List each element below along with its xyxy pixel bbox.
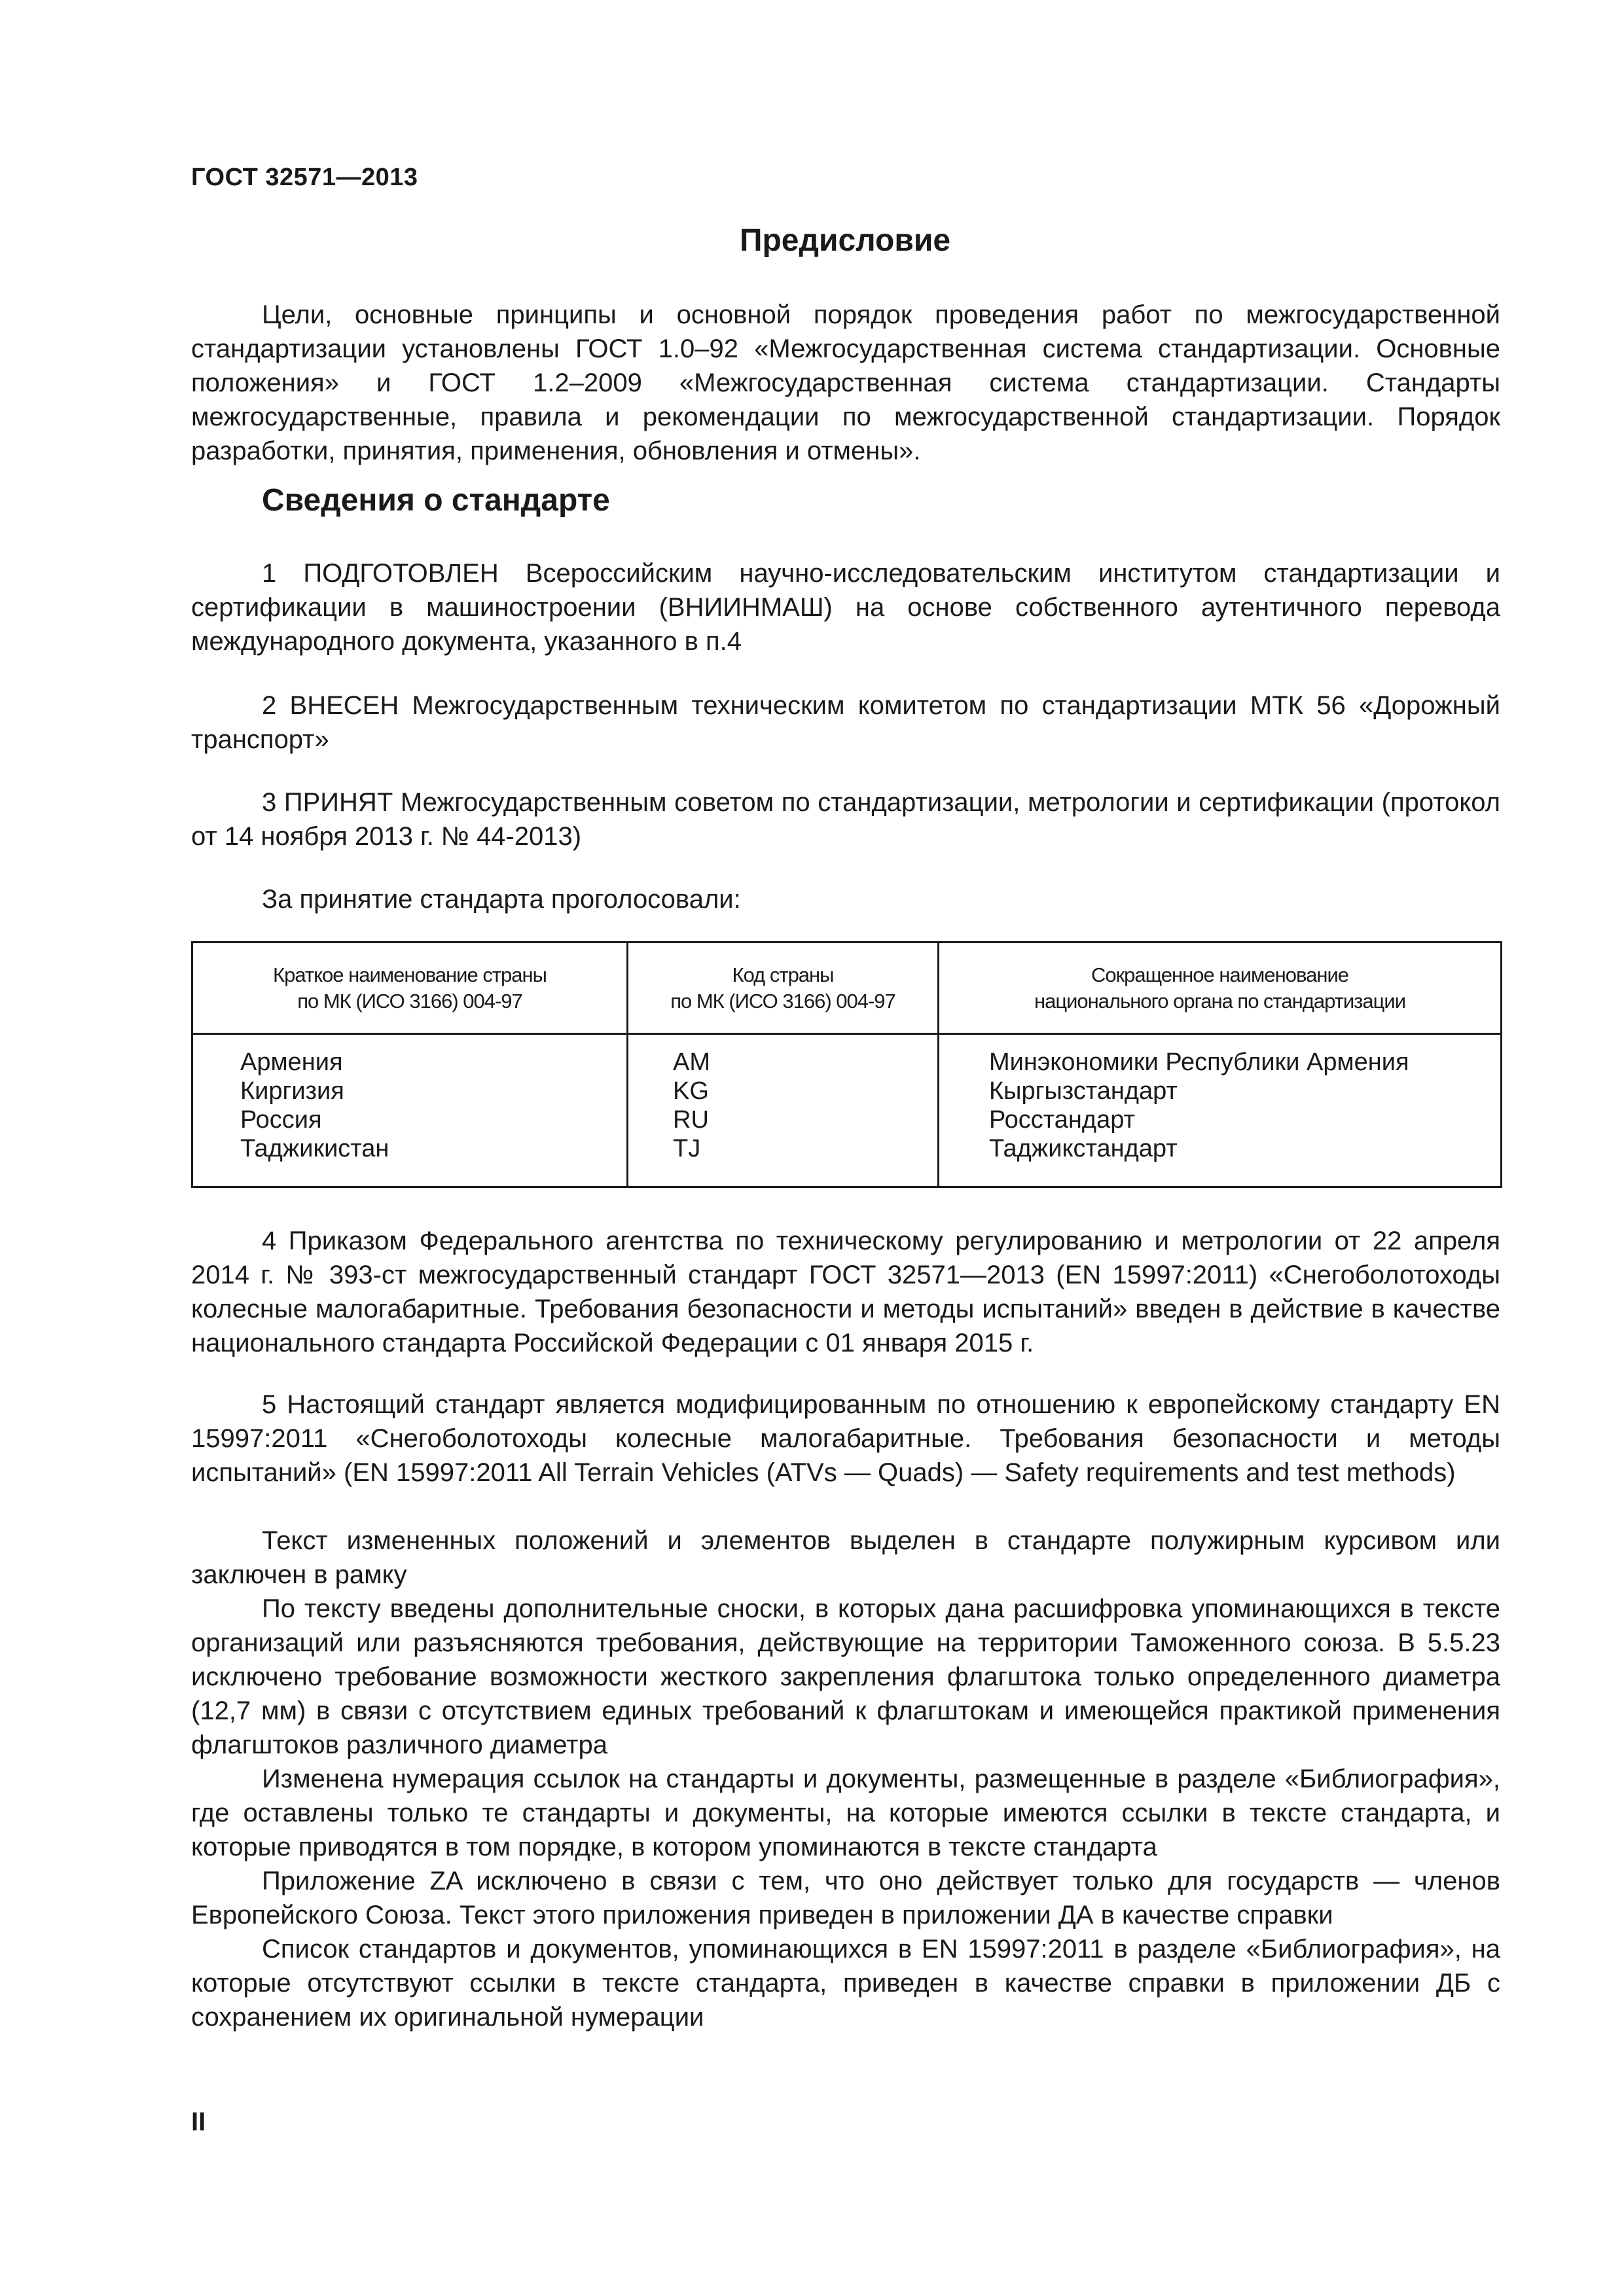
- item-5-paragraph-5: Список стандартов и документов, упоминающихся в EN 15997:2011 в разделе «Библиография», на которые отсутствуют ссылки в тексте стандарта, приведен в качестве справки в приложении ДБ с сохранением их оригинальной нумерации: [191, 1935, 1500, 2032]
- preface-paragraph: Цели, основные принципы и основной порядок проведения работ по межгосударственной стандартизации установлены ГОСТ 1.0–92 «Межгосударственная система стандартизации. Основные положения» и ГОСТ 1.2–2009 «Межгосударственная система стандартизации. Стандарты межгосударственные, правила и рекомендации по межгосударственной стандартизации. Порядок разработки, принятия, применения, обновления и отмены».: [191, 300, 1500, 465]
- about-item-1: 1 ПОДГОТОВЛЕН Всероссийским научно-исследовательским институтом стандартизации и сертификации в машиностроении (ВНИИНМАШ) на основе собственного аутентичного перевода международного документа, указанного в п.4: [191, 559, 1500, 656]
- header-country-code: Код страны по МК (ИСО 3166) 004-97: [628, 942, 939, 1034]
- votes-table: [191, 941, 1502, 1188]
- country-cell: Таджикистан: [240, 1135, 389, 1162]
- country-cell: Армения: [240, 1049, 343, 1076]
- document-code: ГОСТ 32571—2013: [191, 164, 418, 191]
- item-5-paragraph-4: Приложение ZA исключено в связи с тем, что оно действует только для государств — членов Европейского Союза. Текст этого приложения приведен в приложении ДА в качестве справки: [191, 1867, 1500, 1929]
- body-cell: Минэкономики Республики Армения: [989, 1049, 1409, 1076]
- body-column: [939, 1034, 1502, 1187]
- voted-intro: За принятие стандарта проголосовали:: [262, 885, 741, 914]
- country-cell: Россия: [240, 1106, 322, 1134]
- header-country-name: Краткое наименование страны по МК (ИСО 3166) 004-97: [192, 942, 628, 1034]
- country-cell: Киргизия: [240, 1077, 344, 1105]
- body-cell: Таджикстандарт: [989, 1135, 1178, 1162]
- item-5-paragraph-2: По тексту введены дополнительные сноски, в которых дана расшифровка упоминающихся в тексте организаций или разъясняются требования, действующие на территории Таможенного союза. В 5.5.23 исключено требование возможности жесткого закрепления флагштока только определенного диаметра (12,7 мм) в связи с отсутствием единых требований к флагштокам и имеющейся практикой применения флагштоков различного диаметра: [191, 1594, 1500, 1759]
- country-column: [192, 1034, 628, 1187]
- table-header-row: [192, 942, 1502, 1034]
- about-item-2: 2 ВНЕСЕН Межгосударственным техническим комитетом по стандартизации МТК 56 «Дорожный транспорт»: [191, 691, 1500, 754]
- code-cell: RU: [673, 1106, 709, 1134]
- header-national-body: Сокращенное наименование национального органа по стандартизации: [939, 942, 1502, 1034]
- table-row: [192, 1034, 1502, 1187]
- code-cell: KG: [673, 1077, 709, 1105]
- page-number: II: [191, 2108, 206, 2136]
- item-5-intro: 5 Настоящий стандарт является модифицированным по отношению к европейскому стандарту EN 15997:2011 «Снегоболотоходы колесные малогабаритные. Требования безопасности и методы испытаний» (EN 15997:2011 All Terrain Vehicles (ATVs — Quads) — Safety requirements and test methods): [191, 1390, 1500, 1487]
- body-cell: Росстандарт: [989, 1106, 1135, 1134]
- code-column: [628, 1034, 939, 1187]
- code-cell: TJ: [673, 1135, 701, 1162]
- item-5-paragraph-3: Изменена нумерация ссылок на стандарты и документы, размещенные в разделе «Библиография», где оставлены только те стандарты и документы, на которые имеются ссылки в тексте стандарта, и которые приводятся в том порядке, в котором упоминаются в тексте стандарта: [191, 1765, 1500, 1861]
- code-cell: AM: [673, 1049, 710, 1076]
- about-item-3: 3 ПРИНЯТ Межгосударственным советом по стандартизации, метрологии и сертификации (протокол от 14 ноября 2013 г. № 44-2013): [191, 788, 1500, 851]
- preface-title: Предисловие: [739, 223, 951, 258]
- item-4-paragraph: 4 Приказом Федерального агентства по техническому регулированию и метрологии от 22 апреля 2014 г. № 393-ст межгосударственный стандарт ГОСТ 32571—2013 (EN 15997:2011) «Снегоболотоходы колесные малогабаритные. Требования безопасности и методы испытаний» введен в действие в качестве национального стандарта Российской Федерации с 01 января 2015 г.: [191, 1227, 1500, 1357]
- about-standard-title: Сведения о стандарте: [262, 483, 610, 518]
- body-cell: Кыргызстандарт: [989, 1077, 1178, 1105]
- item-5-paragraph-1: Текст измененных положений и элементов выделен в стандарте полужирным курсивом или заключен в рамку: [191, 1526, 1500, 1589]
